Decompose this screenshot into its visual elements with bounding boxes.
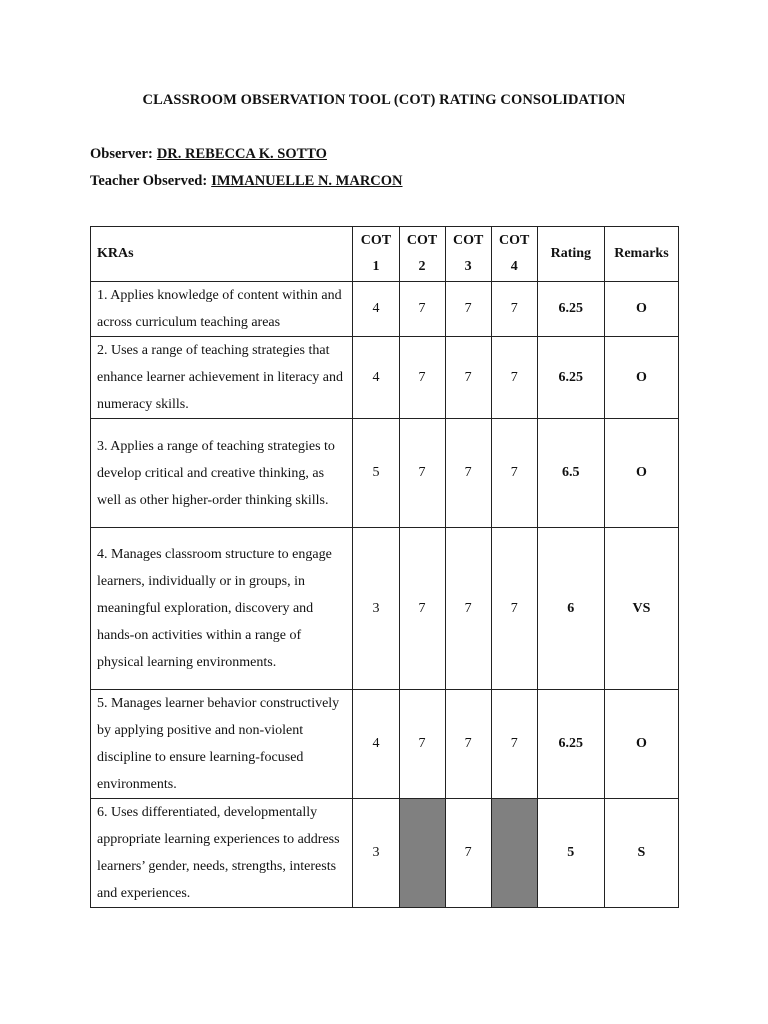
remarks-cell: O <box>604 690 678 799</box>
cot-1-cell: 5 <box>353 419 399 528</box>
remarks-cell: O <box>604 282 678 337</box>
remarks-cell: O <box>604 419 678 528</box>
rating-cell: 6.25 <box>537 690 604 799</box>
cot-2-cell: 7 <box>399 528 445 690</box>
cot-4-cell-shaded <box>491 799 537 908</box>
rating-cell: 6.25 <box>537 337 604 419</box>
header-cot-2: COT 2 <box>399 227 445 282</box>
cot-rating-table <box>90 226 679 908</box>
observer-line <box>90 146 327 163</box>
remarks-cell: O <box>604 337 678 419</box>
cot-3-cell: 7 <box>445 528 491 690</box>
cot-4-cell: 7 <box>491 690 537 799</box>
cot-3-cell: 7 <box>445 282 491 337</box>
cot-2-cell: 7 <box>399 419 445 528</box>
rating-cell: 6.25 <box>537 282 604 337</box>
document-title: CLASSROOM OBSERVATION TOOL (COT) RATING CONSOLIDATION <box>142 92 626 108</box>
cot-4-cell: 7 <box>491 419 537 528</box>
cot-4-cell: 7 <box>491 528 537 690</box>
remarks-cell: S <box>604 799 678 908</box>
cot-3-cell: 7 <box>445 337 491 419</box>
cot-1-cell: 4 <box>353 337 399 419</box>
kra-cell: 2. Uses a range of teaching strategies that enhance learner achievement in literacy and numeracy skills. <box>91 337 353 419</box>
header-cot-4: COT 4 <box>491 227 537 282</box>
table-row <box>91 337 679 419</box>
rating-cell: 5 <box>537 799 604 908</box>
header-cot-1: COT 1 <box>353 227 399 282</box>
cot-1-cell: 3 <box>353 799 399 908</box>
table-row <box>91 419 679 528</box>
teacher-name: IMMANUELLE N. MARCON <box>211 173 403 189</box>
cot-2-cell: 7 <box>399 337 445 419</box>
header-rating: Rating <box>537 227 604 282</box>
cot-2-cell: 7 <box>399 690 445 799</box>
cot-3-cell: 7 <box>445 799 491 908</box>
observer-name: DR. REBECCA K. SOTTO <box>156 146 327 162</box>
cot-3-cell: 7 <box>445 690 491 799</box>
cot-4-cell: 7 <box>491 337 537 419</box>
observer-label: Observer: <box>90 146 153 162</box>
kra-cell: 1. Applies knowledge of content within and across curriculum teaching areas <box>91 282 353 337</box>
table-row <box>91 690 679 799</box>
table-row <box>91 282 679 337</box>
cot-1-cell: 4 <box>353 282 399 337</box>
kra-cell: 5. Manages learner behavior constructively by applying positive and non-violent discipline to ensure learning-focused environments. <box>91 690 353 799</box>
table-row <box>91 528 679 690</box>
remarks-cell: VS <box>604 528 678 690</box>
kra-cell: 4. Manages classroom structure to engage learners, individually or in groups, in meaningful exploration, discovery and hands-on activities within a range of physical learning environments. <box>91 528 353 690</box>
header-remarks: Remarks <box>604 227 678 282</box>
teacher-label: Teacher Observed: <box>90 173 208 189</box>
table-header-row <box>91 227 679 282</box>
header-cot-3: COT 3 <box>445 227 491 282</box>
cot-1-cell: 4 <box>353 690 399 799</box>
cot-3-cell: 7 <box>445 419 491 528</box>
teacher-line <box>90 173 403 190</box>
kra-cell: 6. Uses differentiated, developmentally appropriate learning experiences to address learners’ gender, needs, strengths, interests and experiences. <box>91 799 353 908</box>
kra-cell: 3. Applies a range of teaching strategies to develop critical and creative thinking, as well as other higher-order thinking skills. <box>91 419 353 528</box>
cot-2-cell-shaded <box>399 799 445 908</box>
rating-cell: 6 <box>537 528 604 690</box>
cot-2-cell: 7 <box>399 282 445 337</box>
header-kras: KRAs <box>91 227 353 282</box>
cot-4-cell: 7 <box>491 282 537 337</box>
table-row <box>91 799 679 908</box>
rating-cell: 6.5 <box>537 419 604 528</box>
cot-1-cell: 3 <box>353 528 399 690</box>
